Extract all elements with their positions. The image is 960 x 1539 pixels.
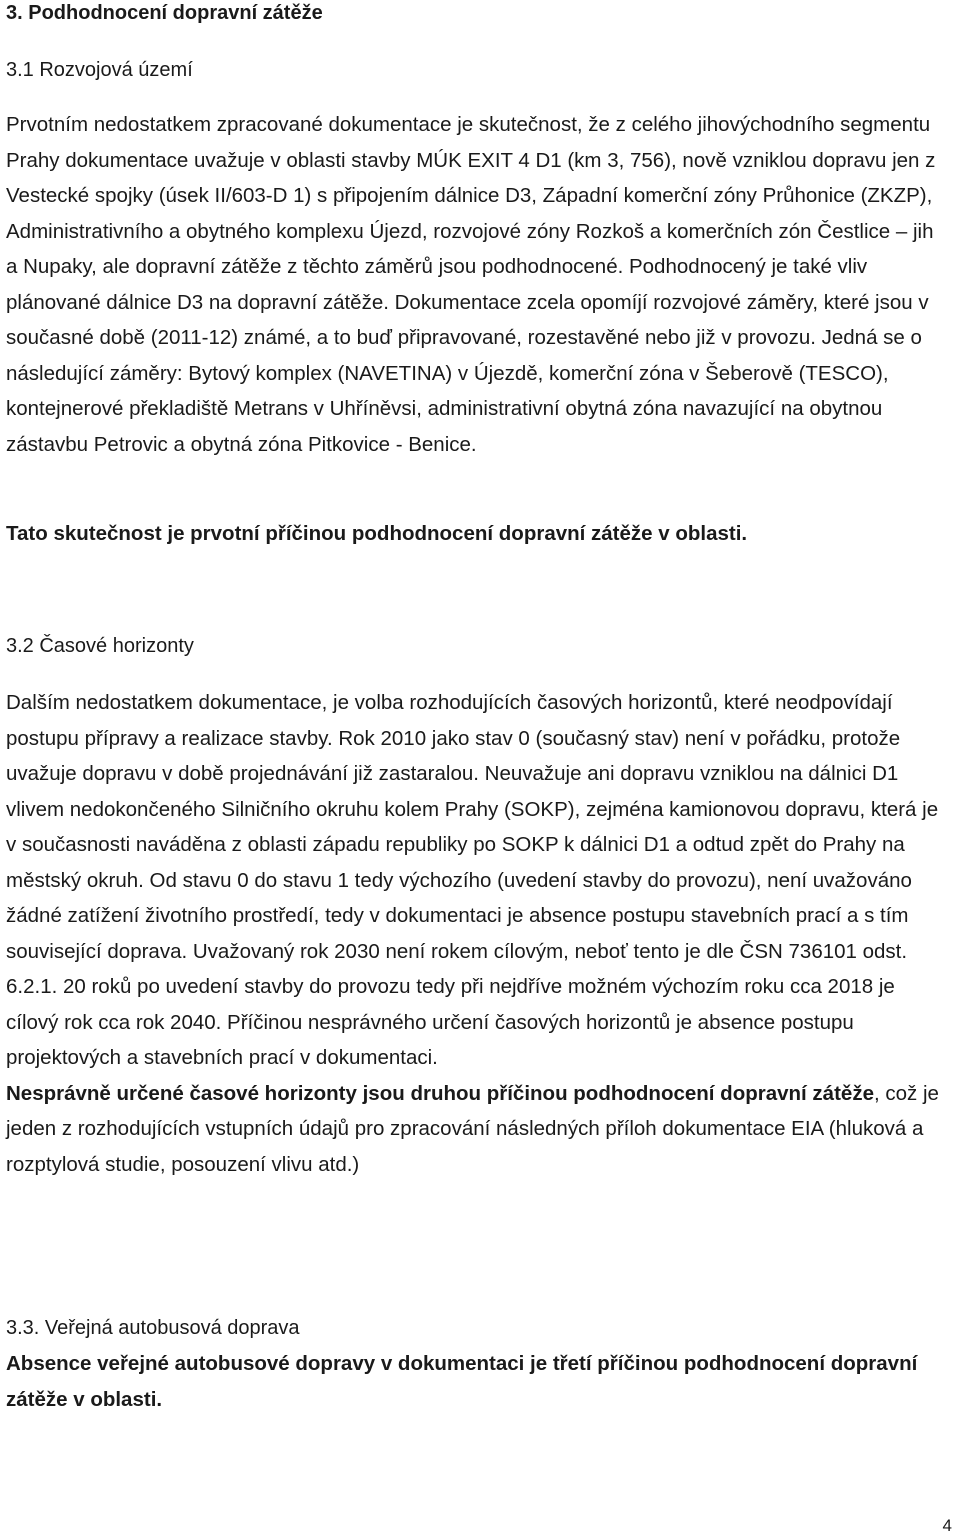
paragraph-rozvojova-uzemi: [6, 107, 950, 462]
conclusion-1: Tato skutečnost je prvotní příčinou podhodnocení dopravní zátěže v oblasti.: [6, 522, 748, 545]
section-title: 3. Podhodnocení dopravní zátěže: [6, 2, 323, 24]
conclusion-2: [6, 1076, 950, 1183]
page-number: 4: [942, 1516, 952, 1535]
subsection-heading-3-3: 3.3. Veřejná autobusová doprava: [6, 1317, 300, 1339]
subsection-heading-3-2: 3.2 Časové horizonty: [6, 635, 194, 657]
conclusion-2-bold: Nesprávně určené časové horizonty jsou druhou příčinou podhodnocení dopravní zátěže: [6, 1081, 874, 1105]
conclusion-2-rest: , což je jeden z rozhodujících vstupních údajů pro zpracování následných příloh dokumentace EIA (hluková a rozptylová studie, posouzení vlivu atd.): [6, 1081, 939, 1176]
body-text: Dalším nedostatkem dokumentace, je volba rozhodujících časových horizontů, které neodpovídají postupu přípravy a realizace stavby. Rok 2010 jako stav 0 (současný stav) není v pořádku, protože uvažuje dopravu v době projednávání již zastaralou. Neuvažuje ani dopravu vzniklou na dálnici D1 vlivem nedokončeného Silničního okruhu kolem Prahy (SOKP), zejména kamionovou dopravu, která je v současnosti naváděna z oblasti západu republiky po SOKP k dálnici D1 a odtud zpět do Prahy na městský okruh. Od stavu 0 do stavu 1 tedy výchozího (uvedení stavby do provozu), není uvažováno žádné zatížení životního prostředí, tedy v dokumentaci je absence postupu stavebních prací a s tím související doprava. Uvažovaný rok 2030 není rokem cílovým, neboť tento je dle ČSN 736101 odst. 6.2.1. 20 roků po uvedení stavby do provozu tedy při nejdříve možném výchozím roku cca 2018 je cílový rok cca rok 2040. Příčinou nesprávného určení časových horizontů je absence postupu projektových a stavebních prací v dokumentaci.: [6, 691, 939, 1069]
paragraph-casove-horizonty: [6, 685, 950, 1182]
body-text: Prvotním nedostatkem zpracované dokumentace je skutečnost, že z celého jihovýchodního segmentu Prahy dokumentace uvažuje v oblasti stavby MÚK EXIT 4 D1 (km 3, 756), nově vzniklou dopravu jen z Vestecké spojky (úsek II/603-D 1) s připojením dálnice D3, Západní komerční zóny Průhonice (ZKZP), Administrativního a obytného komplexu Újezd, rozvojové zóny Rozkoš a komerčních zón Čestlice – jih a Nupaky, ale dopravní zátěže z těchto záměrů jsou podhodnocené. Podhodnocený je také vliv plánované dálnice D3 na dopravní zátěže. Dokumentace zcela opomíjí rozvojové záměry, které jsou v současné době (2011-12) známé, a to buď připravované, rozestavěné nebo již v provozu. Jedná se o následující záměry: Bytový komplex (NAVETINA) v Újezdě, komerční zóna v Šeberově (TESCO), kontejnerové překladiště Metrans v Uhříněvsi, administrativní obytná zóna navazující na obytnou zástavbu Petrovic a obytná zóna Pitkovice - Benice.: [6, 113, 936, 456]
subsection-heading-3-1: 3.1 Rozvojová území: [6, 59, 193, 81]
conclusion-3: Absence veřejné autobusové dopravy v dokumentaci je třetí příčinou podhodnocení dopravní zátěže v oblasti.: [6, 1352, 918, 1411]
